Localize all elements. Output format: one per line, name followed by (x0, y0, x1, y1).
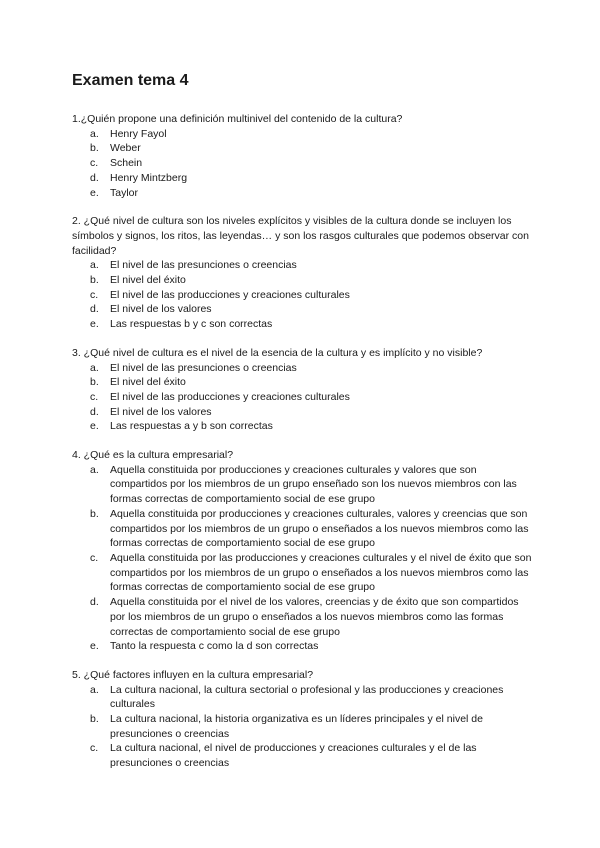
option-letter: b. (90, 713, 99, 726)
option-text: El nivel de las presunciones o creencias (110, 361, 297, 374)
option-letter: c. (90, 390, 99, 403)
option-letter: c. (90, 742, 99, 755)
option-list (72, 361, 532, 435)
option-letter: a. (90, 463, 99, 476)
option-text: El nivel de los valores (110, 405, 212, 418)
option-text: El nivel de los valores (110, 303, 212, 316)
answer-option (72, 405, 532, 420)
option-text: Tanto la respuesta c como la d son correctas (110, 640, 319, 653)
answer-option (72, 317, 532, 332)
option-letter: c. (90, 288, 99, 301)
option-text: El nivel de las presunciones o creencias (110, 259, 297, 272)
option-letter: a. (90, 683, 99, 696)
option-letter: b. (90, 376, 99, 389)
option-text: Las respuestas b y c son correctas (110, 318, 273, 331)
answer-option (72, 741, 532, 770)
question-text: 1.¿Quién propone una definición multinivel del contenido de la cultura? (72, 113, 403, 125)
option-text: Weber (110, 142, 141, 155)
question-list (72, 112, 532, 771)
answer-option (72, 419, 532, 434)
answer-option (72, 127, 532, 142)
answer-option (72, 171, 532, 186)
answer-option (72, 258, 532, 273)
option-text: Aquella constituida por el nivel de los valores, creencias y de éxito que son compartidos por los miembros de un grupo o enseñados a los nuevos miembros como las formas correctas de comportamiento social de ese grupo (110, 596, 519, 638)
option-list (72, 258, 532, 332)
option-letter: b. (90, 142, 99, 155)
answer-option (72, 186, 532, 201)
option-letter: c. (90, 157, 99, 170)
option-letter: e. (90, 318, 99, 331)
option-letter: a. (90, 259, 99, 272)
question-1 (72, 112, 532, 200)
question-text: 5. ¿Qué factores influyen en la cultura empresarial? (72, 668, 314, 681)
option-letter: d. (90, 596, 99, 609)
option-letter: d. (90, 171, 99, 184)
option-text: Las respuestas a y b son correctas (110, 420, 273, 433)
option-text: Aquella constituida por producciones y creaciones culturales y valores que son compartidos por los miembros de un grupo enseñado son los nuevos miembros con las formas correctas de comportamiento social de ese grupo (110, 463, 517, 506)
question-text: 4. ¿Qué es la cultura empresarial? (72, 449, 234, 462)
answer-option (72, 639, 532, 654)
exam-page (72, 70, 532, 785)
question-text: 2. ¿Qué nivel de cultura son los niveles explícitos y visibles de la cultura donde se incluyen los símbolos y signos, los ritos, las leyendas… y son los rasgos culturales que podemos observar con facilidad? (72, 215, 529, 257)
option-text: La cultura nacional, la cultura sectorial o profesional y las producciones y creaciones culturales (110, 683, 504, 711)
option-text: La cultura nacional, el nivel de producciones y creaciones culturales y el de las presunciones o creencias (110, 742, 477, 770)
answer-option (72, 288, 532, 303)
option-letter: a. (90, 361, 99, 374)
option-letter: c. (90, 551, 99, 564)
answer-option (72, 712, 532, 741)
option-letter: a. (90, 127, 99, 140)
option-letter: b. (90, 274, 99, 287)
option-letter: e. (90, 640, 99, 653)
option-text: El nivel de las producciones y creaciones culturales (110, 390, 350, 403)
option-letter: e. (90, 186, 99, 199)
option-text: Aquella constituida por las producciones y creaciones culturales y el nivel de éxito que son compartidos por los miembros de un grupo o enseñados a los nuevos miembros como las formas correctas de comportamiento social de ese grupo (110, 551, 532, 594)
option-text: Schein (110, 157, 143, 170)
option-text: Henry Mintzberg (110, 171, 188, 184)
option-text: El nivel del éxito (110, 274, 186, 287)
question-4 (72, 448, 532, 654)
option-letter: e. (90, 420, 99, 433)
question-text: 3. ¿Qué nivel de cultura es el nivel de la esencia de la cultura y es implícito y no visible? (72, 346, 483, 359)
option-letter: b. (90, 507, 99, 520)
answer-option (72, 551, 532, 595)
question-5 (72, 668, 532, 771)
option-text: El nivel de las producciones y creaciones culturales (110, 288, 350, 301)
option-text: El nivel del éxito (110, 376, 186, 389)
question-3 (72, 346, 532, 434)
answer-option (72, 302, 532, 317)
option-letter: d. (90, 405, 99, 418)
option-text: Henry Fayol (110, 127, 167, 140)
exam-title: Examen tema 4 (72, 72, 189, 89)
answer-option (72, 683, 532, 712)
option-list (72, 127, 532, 201)
option-list (72, 683, 532, 771)
answer-option (72, 141, 532, 156)
option-letter: d. (90, 303, 99, 316)
option-text: Taylor (110, 186, 139, 199)
option-text: La cultura nacional, la historia organizativa es un líderes principales y el nivel de presunciones o creencias (110, 713, 483, 740)
answer-option (72, 463, 532, 507)
option-list (72, 463, 532, 654)
answer-option (72, 390, 532, 405)
answer-option (72, 156, 532, 171)
answer-option (72, 361, 532, 376)
question-2 (72, 214, 532, 332)
answer-option (72, 273, 532, 288)
option-text: Aquella constituida por producciones y creaciones culturales, valores y creencias que son compartidos por los miembros de un grupo o enseñados a los nuevos miembros como las formas correctas de comportamiento social de ese grupo (110, 507, 529, 550)
answer-option (72, 507, 532, 551)
answer-option (72, 595, 532, 639)
answer-option (72, 375, 532, 390)
